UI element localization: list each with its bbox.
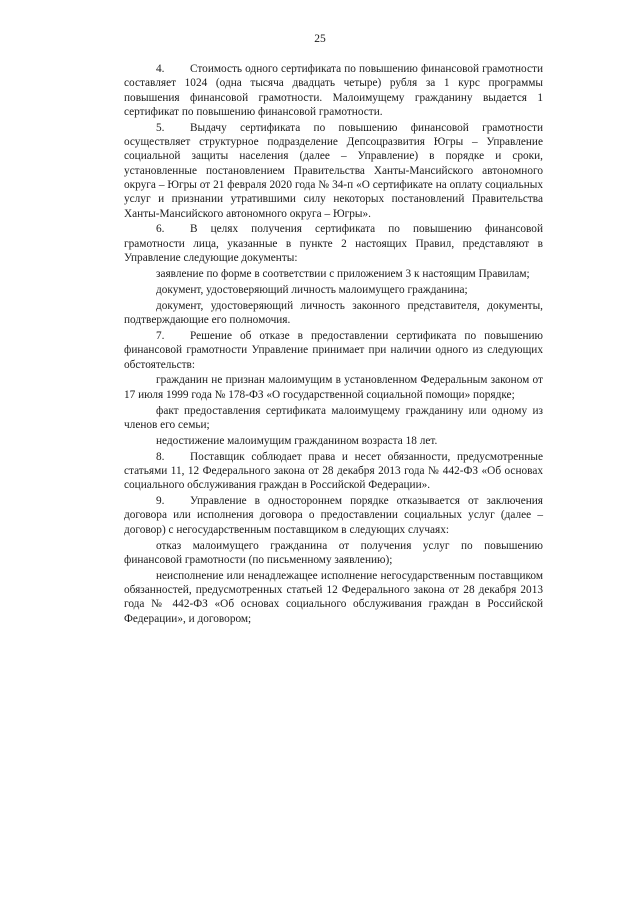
- paragraph-text: Выдачу сертификата по повышению финансовой грамотности осуществляет структурное подразделение Депсоцразвития Югры – Управление социальной защиты населения (далее – Управление) в порядке и сроки, установленные постановлением Правительства Ханты-Мансийского автономного округа – Югры от 21 февраля 2020 года № 34-п «О сертификате на оплату социальных услуг и признании утратившими силу некоторых постановлений Правительства Ханты-Мансийского автономного округа – Югры».: [124, 121, 543, 220]
- paragraph-text: заявление по форме в соответствии с приложением 3 к настоящим Правилам;: [156, 267, 530, 280]
- paragraph-text: Стоимость одного сертификата по повышению финансовой грамотности составляет 1024 (одна тысяча двадцать четыре) рубля за 1 курс программы повышения финансовой грамотности. Малоимущему гражданину выдается 1 сертификат по повышению финансовой грамотности.: [124, 63, 543, 118]
- paragraph-text: документ, удостоверяющий личность малоимущего гражданина;: [156, 283, 468, 296]
- document-body: [124, 62, 543, 628]
- item-number: 6.: [156, 223, 165, 236]
- item-number: 4.: [156, 63, 165, 75]
- list-item-age-requirement: [124, 434, 543, 448]
- paragraph-text: Поставщик соблюдает права и несет обязанности, предусмотренные статьями 11, 12 Федерального закона от 28 декабря 2013 года № 442-ФЗ «Об основах социального обслуживания граждан в Российской Федерации».: [124, 450, 543, 492]
- list-item-provider-non-performance: [124, 569, 543, 626]
- paragraph-text: Решение об отказе в предоставлении сертификата по повышению финансовой грамотности Управление принимает при наличии одного из следующих обстоятельств:: [124, 329, 543, 371]
- paragraph-text: недостижение малоимущим гражданином возраста 18 лет.: [156, 434, 438, 447]
- paragraph-text: Управление в одностороннем порядке отказывается от заключения договора или исполнения договора о предоставлении социальных услуг (далее – договор) с негосударственным поставщиком в следующих случаях:: [124, 495, 543, 536]
- paragraph-item-9: [124, 494, 543, 537]
- paragraph-text: гражданин не признан малоимущим в установленном Федеральным законом от 17 июля 1999 года № 178-ФЗ «О государственной социальной помощи» порядке;: [124, 374, 543, 401]
- list-item-representative-document: [124, 299, 543, 328]
- paragraph-item-7: [124, 329, 543, 372]
- paragraph-item-6: [124, 222, 543, 265]
- paragraph-text: неисполнение или ненадлежащее исполнение негосударственным поставщиком обязанностей, предусмотренных статьей 12 Федерального закона от 28 декабря 2013 года № 442-ФЗ «Об основах социального обслуживания граждан в Российской Федерации», и договором;: [124, 569, 543, 625]
- list-item-not-low-income: [124, 373, 543, 402]
- list-item-application-form: [124, 267, 543, 281]
- paragraph-text: отказ малоимущего гражданина от получения услуг по повышению финансовой грамотности (по письменному заявлению);: [124, 539, 543, 566]
- paragraph-item-8: [124, 450, 543, 493]
- page-number: 25: [314, 33, 326, 45]
- paragraph-text: документ, удостоверяющий личность законного представителя, документы, подтверждающие его полномочия.: [124, 299, 543, 327]
- paragraph-item-5: [124, 121, 543, 221]
- list-item-citizen-refusal: [124, 539, 543, 568]
- paragraph-text: В целях получения сертификата по повышению финансовой грамотности лица, указанные в пункте 2 настоящих Правил, представляют в Управление следующие документы:: [124, 223, 543, 265]
- item-number: 9.: [156, 495, 165, 508]
- item-number: 5.: [156, 121, 165, 134]
- item-number: 7.: [156, 329, 165, 342]
- paragraph-item-4: [124, 62, 543, 119]
- list-item-already-provided: [124, 404, 543, 433]
- paragraph-text: факт предоставления сертификата малоимущему гражданину или одному из членов его семьи;: [124, 404, 543, 431]
- item-number: 8.: [156, 450, 165, 463]
- list-item-identity-document: [124, 283, 543, 297]
